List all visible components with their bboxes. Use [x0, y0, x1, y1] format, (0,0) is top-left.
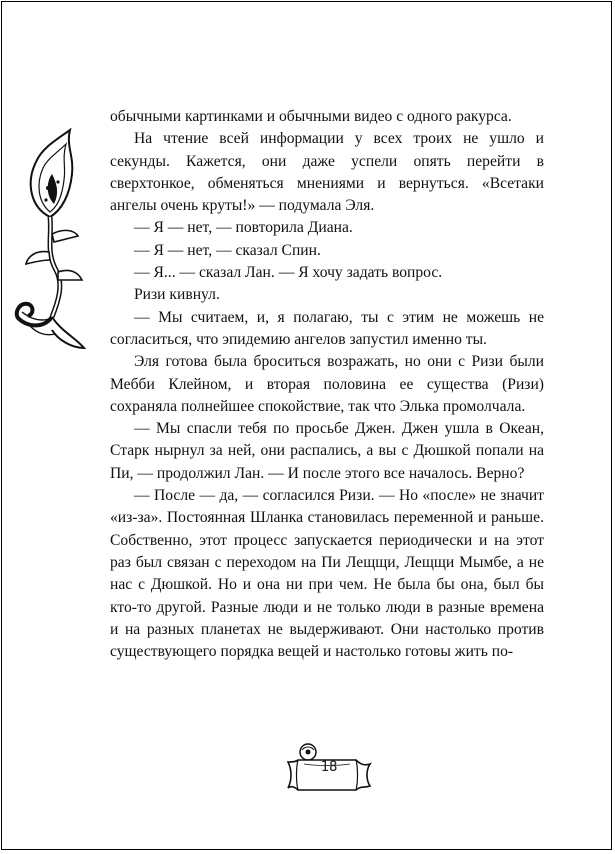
paragraph: — После — да, — согласился Ризи. — Но «после» не значит «из-за». Постоянная Шланка становилась переменной и раньше. Собственно, этот процесс запускается периодически и на этот раз был связан с переходом на Пи Лещщи, Лещщи Мымбе, а не нас с Дюшкой. Но и она ни при чем. Не была бы она, был бы кто-то другой. Разные люди и не только люди в разные времена и на разных планетах не выдерживают. Они настолько против существующего порядка вещей и настолько готовы жить по- — [110, 487, 544, 661]
page-number: 18 — [320, 759, 338, 775]
paragraph: — Я — нет, — повторила Диана. — [134, 219, 353, 237]
paragraph: Ризи кивнул. — [134, 286, 220, 304]
plant-stem-ornament-icon — [12, 112, 87, 362]
paragraph: обычными картинками и обычными видео с одного ракурса. — [110, 108, 512, 125]
body-text — [110, 106, 544, 663]
paragraph: — Я — нет, — сказал Спин. — [134, 241, 321, 259]
paragraph: Эля готова была броситься возражать, но они с Ризи были Мебби Клейном, и вторая половина ее существа (Ризи) сохраняла полнейшее спокойствие, так что Элька промолчала. — [110, 353, 544, 415]
paragraph: — Я... — сказал Лан. — Я хочу задать вопрос. — [134, 264, 443, 282]
book-page — [1, 1, 612, 850]
paragraph: — Мы спасли тебя по просьбе Джен. Джен ушла в Океан, Старк нырнул за ней, они распались, а вы с Дюшкой попали на Пи, — продолжил Лан. — И после этого все началось. Верно? — [110, 420, 544, 482]
paragraph: На чтение всей информации у всех троих не ушло и секунды. Кажется, они даже успели опять перейти в сверхтонкое, обменяться мнениями и вернуться. «Всетаки ангелы очень круты!» — подумала Эля. — [110, 130, 544, 215]
paragraph: — Мы считаем, и, я полагаю, ты с этим не можешь не согласиться, что эпидемию ангелов запустил именно ты. — [110, 308, 544, 348]
